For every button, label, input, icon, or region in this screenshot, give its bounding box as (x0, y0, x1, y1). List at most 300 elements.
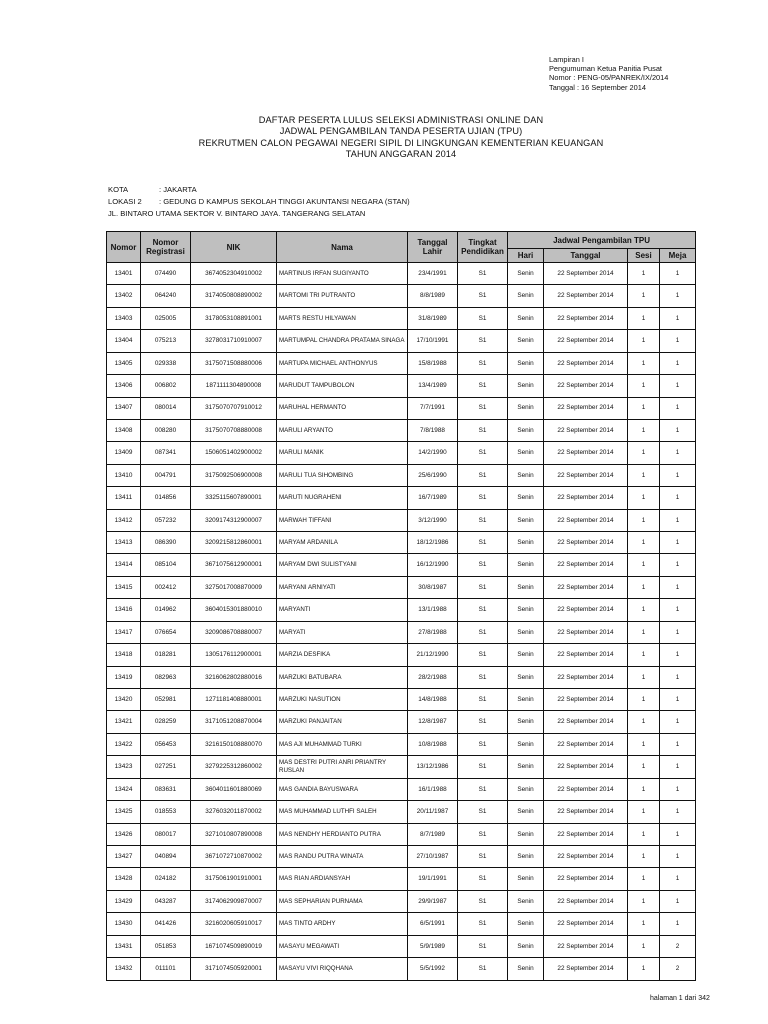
cell-nama: MARYANI ARNIYATI (277, 576, 408, 598)
cell-pendidikan: S1 (458, 733, 508, 755)
cell-hari: Senin (508, 285, 544, 307)
cell-tanggal: 22 September 2014 (544, 599, 628, 621)
kota-label: KOTA (108, 185, 129, 194)
cell-registrasi: 002412 (141, 576, 191, 598)
cell-nama: MAS AJI MUHAMMAD TURKI (277, 733, 408, 755)
cell-nomor: 13416 (107, 599, 141, 621)
cell-nik: 3178053108891001 (191, 307, 277, 329)
cell-nomor: 13417 (107, 621, 141, 643)
cell-meja: 1 (660, 375, 696, 397)
cell-registrasi: 028259 (141, 711, 191, 733)
cell-pendidikan: S1 (458, 487, 508, 509)
table-row (107, 419, 696, 441)
cell-pendidikan: S1 (458, 442, 508, 464)
cell-meja: 1 (660, 644, 696, 666)
cell-pendidikan: S1 (458, 263, 508, 285)
cell-nomor: 13421 (107, 711, 141, 733)
title-line-1: DAFTAR PESERTA LULUS SELEKSI ADMINISTRASI ONLINE DAN (258, 115, 544, 125)
cell-registrasi: 040894 (141, 845, 191, 867)
cell-sesi: 1 (628, 532, 660, 554)
col-tanggal: Tanggal (544, 249, 628, 263)
cell-meja: 1 (660, 689, 696, 711)
cell-nomor: 13405 (107, 352, 141, 374)
cell-nik: 3175061901910001 (191, 868, 277, 890)
cell-registrasi: 008280 (141, 419, 191, 441)
cell-hari: Senin (508, 958, 544, 980)
cell-meja: 1 (660, 711, 696, 733)
cell-meja: 2 (660, 935, 696, 957)
cell-tanggal-lahir: 21/12/1990 (408, 644, 458, 666)
cell-hari: Senin (508, 733, 544, 755)
cell-hari: Senin (508, 935, 544, 957)
cell-tanggal: 22 September 2014 (544, 733, 628, 755)
cell-sesi: 1 (628, 958, 660, 980)
cell-pendidikan: S1 (458, 307, 508, 329)
cell-registrasi: 085104 (141, 554, 191, 576)
cell-meja: 1 (660, 621, 696, 643)
table-row (107, 801, 696, 823)
cell-meja: 1 (660, 599, 696, 621)
cell-sesi: 1 (628, 599, 660, 621)
cell-sesi: 1 (628, 711, 660, 733)
cell-pendidikan: S1 (458, 576, 508, 598)
cell-tanggal: 22 September 2014 (544, 666, 628, 688)
cell-registrasi: 064240 (141, 285, 191, 307)
table-row (107, 375, 696, 397)
table-row (107, 330, 696, 352)
title-line-3: REKRUTMEN CALON PEGAWAI NEGERI SIPIL DI LINGKUNGAN KEMENTERIAN KEUANGAN (198, 137, 604, 148)
cell-tanggal: 22 September 2014 (544, 532, 628, 554)
cell-tanggal-lahir: 16/7/1989 (408, 487, 458, 509)
cell-nama: MARTUPA MICHAEL ANTHONYUS (277, 352, 408, 374)
cell-nomor: 13432 (107, 958, 141, 980)
cell-tanggal: 22 September 2014 (544, 935, 628, 957)
cell-hari: Senin (508, 375, 544, 397)
cell-sesi: 1 (628, 576, 660, 598)
cell-tanggal: 22 September 2014 (544, 352, 628, 374)
cell-nik: 3671075612900001 (191, 554, 277, 576)
cell-tanggal: 22 September 2014 (544, 330, 628, 352)
cell-sesi: 1 (628, 442, 660, 464)
cell-pendidikan: S1 (458, 913, 508, 935)
cell-hari: Senin (508, 666, 544, 688)
cell-nik: 3216062802880016 (191, 666, 277, 688)
cell-registrasi: 041426 (141, 913, 191, 935)
cell-tanggal: 22 September 2014 (544, 509, 628, 531)
cell-hari: Senin (508, 352, 544, 374)
cell-nomor: 13412 (107, 509, 141, 531)
cell-tanggal-lahir: 5/9/1989 (408, 935, 458, 957)
cell-tanggal-lahir: 31/8/1989 (408, 307, 458, 329)
cell-registrasi: 014856 (141, 487, 191, 509)
cell-nama: MARYATI (277, 621, 408, 643)
cell-nama: MARTOMI TRI PUTRANTO (277, 285, 408, 307)
cell-pendidikan: S1 (458, 554, 508, 576)
cell-nomor: 13428 (107, 868, 141, 890)
cell-sesi: 1 (628, 487, 660, 509)
cell-nik: 3216150108880070 (191, 733, 277, 755)
col-tanggal-lahir: Tanggal Lahir (408, 232, 458, 263)
cell-nama: MARULI ARYANTO (277, 419, 408, 441)
cell-nik: 3604011601880069 (191, 778, 277, 800)
cell-tanggal-lahir: 10/8/1988 (408, 733, 458, 755)
cell-nik: 3175071508880006 (191, 352, 277, 374)
cell-sesi: 1 (628, 845, 660, 867)
cell-tanggal-lahir: 18/12/1986 (408, 532, 458, 554)
cell-registrasi: 018553 (141, 801, 191, 823)
cell-tanggal: 22 September 2014 (544, 375, 628, 397)
cell-hari: Senin (508, 419, 544, 441)
cell-meja: 1 (660, 397, 696, 419)
cell-tanggal-lahir: 28/2/1988 (408, 666, 458, 688)
cell-nomor: 13431 (107, 935, 141, 957)
cell-nik: 1271181408880001 (191, 689, 277, 711)
cell-nama: MAS SEPHARIAN PURNAMA (277, 890, 408, 912)
cell-nama: MARYAM ARDANILA (277, 532, 408, 554)
cell-hari: Senin (508, 263, 544, 285)
cell-nama: MARWAH TIFFANI (277, 509, 408, 531)
cell-sesi: 1 (628, 554, 660, 576)
cell-tanggal: 22 September 2014 (544, 913, 628, 935)
cell-nomor: 13403 (107, 307, 141, 329)
cell-tanggal: 22 September 2014 (544, 890, 628, 912)
cell-tanggal: 22 September 2014 (544, 576, 628, 598)
cell-pendidikan: S1 (458, 845, 508, 867)
cell-hari: Senin (508, 868, 544, 890)
cell-nama: MASAYU VIVI RIQQHANA (277, 958, 408, 980)
cell-nama: MARULI TUA SIHOMBING (277, 464, 408, 486)
cell-tanggal-lahir: 17/10/1991 (408, 330, 458, 352)
cell-sesi: 1 (628, 263, 660, 285)
cell-meja: 1 (660, 576, 696, 598)
cell-hari: Senin (508, 397, 544, 419)
lokasi-value: : GEDUNG D KAMPUS SEKOLAH TINGGI AKUNTANSI NEGARA (STAN) (159, 197, 410, 206)
cell-nomor: 13420 (107, 689, 141, 711)
cell-meja: 1 (660, 509, 696, 531)
cell-meja: 1 (660, 352, 696, 374)
cell-pendidikan: S1 (458, 352, 508, 374)
cell-tanggal-lahir: 14/8/1988 (408, 689, 458, 711)
cell-tanggal-lahir: 6/5/1991 (408, 913, 458, 935)
cell-meja: 1 (660, 913, 696, 935)
col-tingkat-pendidikan: Tingkat Pendidikan (458, 232, 508, 263)
cell-registrasi: 052981 (141, 689, 191, 711)
table-row (107, 666, 696, 688)
table-row (107, 644, 696, 666)
cell-nama: MARTINUS IRFAN SUGIYANTO (277, 263, 408, 285)
page-number: halaman 1 dari 342 (650, 995, 710, 1002)
cell-tanggal: 22 September 2014 (544, 845, 628, 867)
cell-meja: 1 (660, 666, 696, 688)
table-row (107, 464, 696, 486)
cell-tanggal-lahir: 16/12/1990 (408, 554, 458, 576)
cell-registrasi: 051853 (141, 935, 191, 957)
table-row (107, 509, 696, 531)
cell-nik: 3276032011870002 (191, 801, 277, 823)
cell-meja: 1 (660, 845, 696, 867)
table-row (107, 913, 696, 935)
cell-tanggal-lahir: 5/5/1992 (408, 958, 458, 980)
table-row (107, 263, 696, 285)
kota-row (108, 184, 410, 196)
cell-nama: MARUTI NUGRAHENI (277, 487, 408, 509)
cell-hari: Senin (508, 890, 544, 912)
cell-sesi: 1 (628, 307, 660, 329)
cell-tanggal-lahir: 16/1/1988 (408, 778, 458, 800)
cell-nama: MARZUKI BATUBARA (277, 666, 408, 688)
address-row: JL. BINTARO UTAMA SEKTOR V. BINTARO JAYA. TANGERANG SELATAN (108, 209, 366, 218)
cell-hari: Senin (508, 442, 544, 464)
cell-pendidikan: S1 (458, 509, 508, 531)
cell-registrasi: 086390 (141, 532, 191, 554)
cell-tanggal: 22 September 2014 (544, 644, 628, 666)
document-title (0, 115, 768, 161)
cell-registrasi: 011101 (141, 958, 191, 980)
cell-registrasi: 018281 (141, 644, 191, 666)
cell-nama: MARULI MANIK (277, 442, 408, 464)
cell-nomor: 13413 (107, 532, 141, 554)
cell-tanggal-lahir: 23/4/1991 (408, 263, 458, 285)
cell-pendidikan: S1 (458, 890, 508, 912)
cell-hari: Senin (508, 621, 544, 643)
cell-meja: 1 (660, 778, 696, 800)
cell-hari: Senin (508, 307, 544, 329)
cell-sesi: 1 (628, 621, 660, 643)
cell-pendidikan: S1 (458, 778, 508, 800)
cell-nomor: 13404 (107, 330, 141, 352)
cell-tanggal-lahir: 15/8/1988 (408, 352, 458, 374)
cell-registrasi: 024182 (141, 868, 191, 890)
cell-registrasi: 076654 (141, 621, 191, 643)
cell-nomor: 13414 (107, 554, 141, 576)
cell-pendidikan: S1 (458, 285, 508, 307)
cell-sesi: 1 (628, 666, 660, 688)
cell-meja: 1 (660, 419, 696, 441)
cell-meja: 1 (660, 487, 696, 509)
kota-value: : JAKARTA (159, 185, 197, 194)
cell-sesi: 1 (628, 352, 660, 374)
cell-meja: 1 (660, 532, 696, 554)
cell-pendidikan: S1 (458, 823, 508, 845)
cell-nik: 3175070707910012 (191, 397, 277, 419)
cell-nomor: 13402 (107, 285, 141, 307)
cell-nik: 1506051402900002 (191, 442, 277, 464)
cell-hari: Senin (508, 464, 544, 486)
cell-registrasi: 006802 (141, 375, 191, 397)
cell-nik: 3671072710870002 (191, 845, 277, 867)
cell-nomor: 13424 (107, 778, 141, 800)
col-meja: Meja (660, 249, 696, 263)
cell-nomor: 13410 (107, 464, 141, 486)
cell-tanggal-lahir: 8/8/1989 (408, 285, 458, 307)
cell-tanggal-lahir: 29/9/1987 (408, 890, 458, 912)
cell-nama: MAS RIAN ARDIANSYAH (277, 868, 408, 890)
cell-sesi: 1 (628, 419, 660, 441)
cell-nomor: 13408 (107, 419, 141, 441)
cell-meja: 1 (660, 307, 696, 329)
table-row (107, 397, 696, 419)
cell-meja: 1 (660, 756, 696, 778)
cell-nomor: 13409 (107, 442, 141, 464)
table-row (107, 935, 696, 957)
cell-sesi: 1 (628, 823, 660, 845)
table-row (107, 576, 696, 598)
cell-tanggal: 22 September 2014 (544, 397, 628, 419)
cell-sesi: 1 (628, 509, 660, 531)
cell-tanggal-lahir: 27/10/1987 (408, 845, 458, 867)
cell-registrasi: 027251 (141, 756, 191, 778)
cell-nik: 3271010807890008 (191, 823, 277, 845)
cell-pendidikan: S1 (458, 419, 508, 441)
cell-registrasi: 043287 (141, 890, 191, 912)
cell-pendidikan: S1 (458, 532, 508, 554)
table-row (107, 487, 696, 509)
cell-sesi: 1 (628, 689, 660, 711)
cell-tanggal: 22 September 2014 (544, 958, 628, 980)
col-hari: Hari (508, 249, 544, 263)
cell-nomor: 13425 (107, 801, 141, 823)
table-row (107, 868, 696, 890)
cell-registrasi: 014962 (141, 599, 191, 621)
cell-nomor: 13418 (107, 644, 141, 666)
cell-sesi: 1 (628, 464, 660, 486)
cell-sesi: 1 (628, 801, 660, 823)
table-row (107, 890, 696, 912)
cell-nik: 1871111304890008 (191, 375, 277, 397)
cell-tanggal-lahir: 14/2/1990 (408, 442, 458, 464)
cell-hari: Senin (508, 823, 544, 845)
cell-pendidikan: S1 (458, 711, 508, 733)
cell-tanggal-lahir: 13/4/1989 (408, 375, 458, 397)
cell-sesi: 1 (628, 913, 660, 935)
col-nik: NIK (191, 232, 277, 263)
table-row (107, 352, 696, 374)
cell-meja: 1 (660, 733, 696, 755)
cell-tanggal: 22 September 2014 (544, 756, 628, 778)
cell-nama: MAS GANDIA BAYUSWARA (277, 778, 408, 800)
cell-sesi: 1 (628, 375, 660, 397)
cell-registrasi: 056453 (141, 733, 191, 755)
table-row (107, 958, 696, 980)
cell-pendidikan: S1 (458, 801, 508, 823)
cell-sesi: 1 (628, 330, 660, 352)
cell-tanggal: 22 September 2014 (544, 487, 628, 509)
cell-pendidikan: S1 (458, 599, 508, 621)
cell-nama: MARZUKI NASUTION (277, 689, 408, 711)
cell-nama: MARTUMPAL CHANDRA PRATAMA SINAGA (277, 330, 408, 352)
table-row (107, 733, 696, 755)
cell-nik: 3209174312900007 (191, 509, 277, 531)
cell-hari: Senin (508, 644, 544, 666)
cell-sesi: 1 (628, 890, 660, 912)
cell-nik: 3209215812860001 (191, 532, 277, 554)
cell-nomor: 13419 (107, 666, 141, 688)
cell-nik: 3674052304910002 (191, 263, 277, 285)
cell-hari: Senin (508, 599, 544, 621)
cell-meja: 1 (660, 554, 696, 576)
cell-nomor: 13423 (107, 756, 141, 778)
cell-pendidikan: S1 (458, 330, 508, 352)
cell-tanggal-lahir: 3/12/1990 (408, 509, 458, 531)
cell-nama: MAS MUHAMMAD LUTHFI SALEH (277, 801, 408, 823)
table-row (107, 823, 696, 845)
table-row (107, 845, 696, 867)
cell-nomor: 13430 (107, 913, 141, 935)
cell-tanggal-lahir: 13/12/1986 (408, 756, 458, 778)
table-row (107, 689, 696, 711)
cell-nomor: 13401 (107, 263, 141, 285)
table-row (107, 778, 696, 800)
cell-nik: 3171074505920001 (191, 958, 277, 980)
cell-hari: Senin (508, 756, 544, 778)
cell-tanggal: 22 September 2014 (544, 419, 628, 441)
cell-registrasi: 004791 (141, 464, 191, 486)
cell-hari: Senin (508, 778, 544, 800)
cell-nomor: 13426 (107, 823, 141, 845)
cell-meja: 1 (660, 464, 696, 486)
col-jadwal: Jadwal Pengambilan TPU (508, 232, 696, 249)
cell-tanggal-lahir: 25/6/1990 (408, 464, 458, 486)
cell-tanggal-lahir: 13/1/1988 (408, 599, 458, 621)
cell-registrasi: 029338 (141, 352, 191, 374)
cell-sesi: 1 (628, 644, 660, 666)
table-row (107, 285, 696, 307)
pengumuman-label: Pengumuman Ketua Panitia Pusat (549, 64, 662, 74)
cell-registrasi: 057232 (141, 509, 191, 531)
cell-nama: MARZUKI PANJAITAN (277, 711, 408, 733)
nomor-surat: Nomor : PENG-05/PANREK/IX/2014 (549, 73, 669, 83)
table-row (107, 711, 696, 733)
cell-nik: 3174062909870007 (191, 890, 277, 912)
cell-sesi: 1 (628, 285, 660, 307)
cell-hari: Senin (508, 330, 544, 352)
cell-sesi: 1 (628, 756, 660, 778)
cell-tanggal-lahir: 27/8/1988 (408, 621, 458, 643)
cell-sesi: 1 (628, 733, 660, 755)
cell-tanggal-lahir: 8/7/1989 (408, 823, 458, 845)
cell-tanggal: 22 September 2014 (544, 868, 628, 890)
cell-tanggal: 22 September 2014 (544, 554, 628, 576)
cell-registrasi: 075213 (141, 330, 191, 352)
cell-pendidikan: S1 (458, 666, 508, 688)
cell-nik: 3175070708880008 (191, 419, 277, 441)
cell-tanggal: 22 September 2014 (544, 778, 628, 800)
table-body (107, 263, 696, 981)
cell-registrasi: 025005 (141, 307, 191, 329)
cell-hari: Senin (508, 845, 544, 867)
cell-tanggal: 22 September 2014 (544, 823, 628, 845)
cell-tanggal-lahir: 19/1/1991 (408, 868, 458, 890)
cell-tanggal-lahir: 7/7/1991 (408, 397, 458, 419)
cell-meja: 1 (660, 263, 696, 285)
cell-nomor: 13406 (107, 375, 141, 397)
cell-registrasi: 082963 (141, 666, 191, 688)
cell-tanggal: 22 September 2014 (544, 263, 628, 285)
cell-pendidikan: S1 (458, 644, 508, 666)
cell-nama: MASAYU MEGAWATI (277, 935, 408, 957)
cell-pendidikan: S1 (458, 958, 508, 980)
cell-nama: MAS NENDHY HERDIANTO PUTRA (277, 823, 408, 845)
cell-nik: 3275017008870009 (191, 576, 277, 598)
cell-pendidikan: S1 (458, 397, 508, 419)
tanggal-surat: Tanggal : 16 September 2014 (549, 82, 646, 92)
cell-pendidikan: S1 (458, 689, 508, 711)
cell-hari: Senin (508, 487, 544, 509)
cell-hari: Senin (508, 509, 544, 531)
cell-sesi: 1 (628, 778, 660, 800)
table-row (107, 621, 696, 643)
cell-nama: MAS TINTO ARDHY (277, 913, 408, 935)
